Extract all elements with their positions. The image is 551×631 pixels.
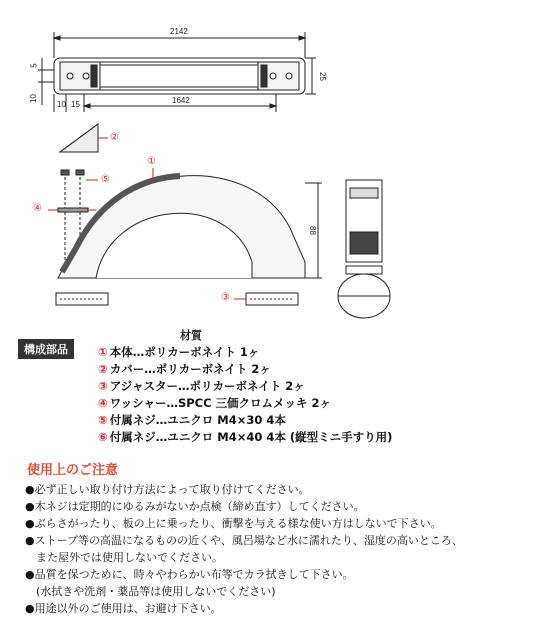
caution-item: ●ぶらさがったり、板の上に乗ったり、衝撃を与える様な使い方はしないで下さい。 (25, 517, 442, 530)
callout-part-5: ⑤ (101, 174, 110, 185)
dim-left-15: 15 (71, 100, 80, 109)
dim-left-10b: 10 (57, 100, 66, 109)
callout-part-3: ③ (221, 292, 230, 303)
dim-inner-width: 1642 (172, 96, 190, 105)
caution-list (25, 481, 463, 617)
caution-item: ●ストーブ等の高温になるものの近くや、風呂場など水に濡れたり、湿度の高いところ、 (25, 534, 463, 547)
part-item: ⑤ 付属ネジ…ユニクロ M4×30 4本 (98, 413, 286, 427)
caution-item: また屋外では使用しないでください。 (25, 551, 223, 564)
caution-title: 使用上のご注意 (27, 463, 119, 478)
part-item: ② カバー…ポリカーボネイト 2ヶ (98, 362, 271, 376)
dim-height-88: 88 (307, 226, 317, 235)
part-item: ③ アジャスター…ポリカーボネイト 2ヶ (98, 379, 305, 393)
parts-list (98, 344, 392, 446)
callout-part-4: ④ (33, 203, 42, 214)
caution-item: ●品質を保つために、時々やわらかい布等でカラ拭きして下さい。 (25, 568, 354, 581)
material-heading: 材質 (180, 329, 202, 342)
callout-part-2: ② (110, 132, 119, 143)
dim-left-10: 10 (28, 94, 38, 103)
part-item: ④ ワッシャー…SPCC 三価クロムメッキ 2ヶ (98, 396, 332, 410)
dim-height-25: 25 (317, 72, 327, 81)
caution-item: (水拭きや洗剤・薬品等は使用しないでください) (25, 585, 276, 598)
caution-item: ●木ネジは定期的にゆるみがないか点検（締め直す）してください。 (25, 500, 365, 513)
callout-part-1: ① (147, 156, 156, 167)
dim-overall-width: 2142 (170, 27, 188, 36)
caution-item: ●必ず正しい取り付け方法によって取り付けてください。 (25, 483, 310, 496)
parts-badge: 構成部品 (18, 339, 74, 359)
part-item: ⑥ 付属ネジ…ユニクロ M4×40 4本 (縦型ミニ手すり用) (98, 430, 393, 444)
dim-left-5: 5 (29, 63, 39, 68)
part-item: ① 本体…ポリカーボネイト 1ヶ (98, 345, 260, 359)
caution-item: ●用途以外のご使用は、お避け下さい。 (25, 602, 222, 615)
